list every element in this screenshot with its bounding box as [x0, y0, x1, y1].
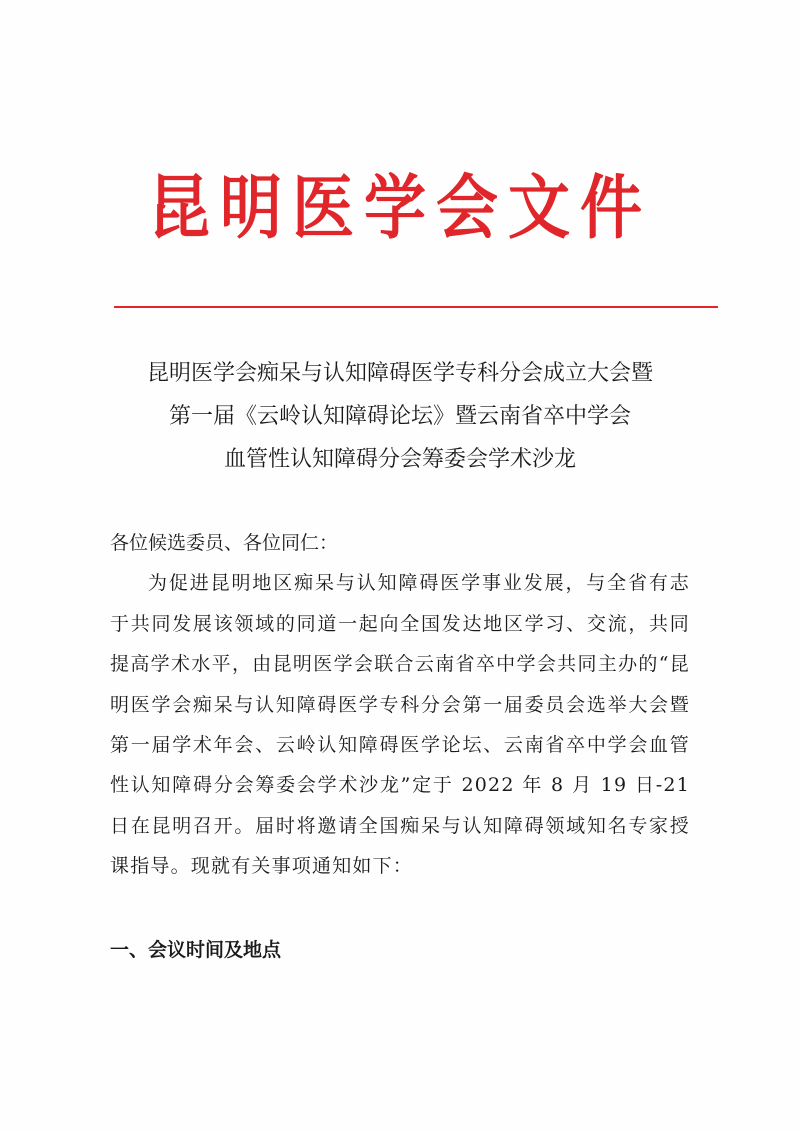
document-body — [110, 523, 690, 887]
section-heading: 一、会议时间及地点 — [110, 939, 282, 961]
masthead-divider — [114, 306, 718, 308]
title-line-3: 血管性认知障碍分会筹委会学术沙龙 — [223, 447, 576, 472]
body-paragraph: 为促进昆明地区痴呆与认知障碍医学事业发展，与全省有志于共同发展该领域的同道一起向全国发达地区学习、交流，共同提高学术水平，由昆明医学会联合云南省卒中学会共同主办的“昆明医学会痴呆与认知障碍医学专科分会第一届委员会选举大会暨第一届学术年会、云岭认知障碍医学论坛、云南省卒中学会血管性认知障碍分会筹委会学术沙龙”定于 2022 年 8 月 19 日-21 日在昆明召开。届时将邀请全国痴呆与认知障碍领域知名专家授课指导。现就有关事项通知如下： — [110, 572, 690, 878]
title-line-2: 第一届《云岭认知障碍论坛》暨云南省卒中学会 — [168, 404, 631, 429]
salutation: 各位候选委员、各位同仁： — [110, 532, 339, 554]
title-line-1: 昆明医学会痴呆与认知障碍医学专科分会成立大会暨 — [146, 361, 653, 386]
document-masthead: 昆明医学会文件 — [147, 166, 652, 249]
document-title — [0, 352, 800, 481]
